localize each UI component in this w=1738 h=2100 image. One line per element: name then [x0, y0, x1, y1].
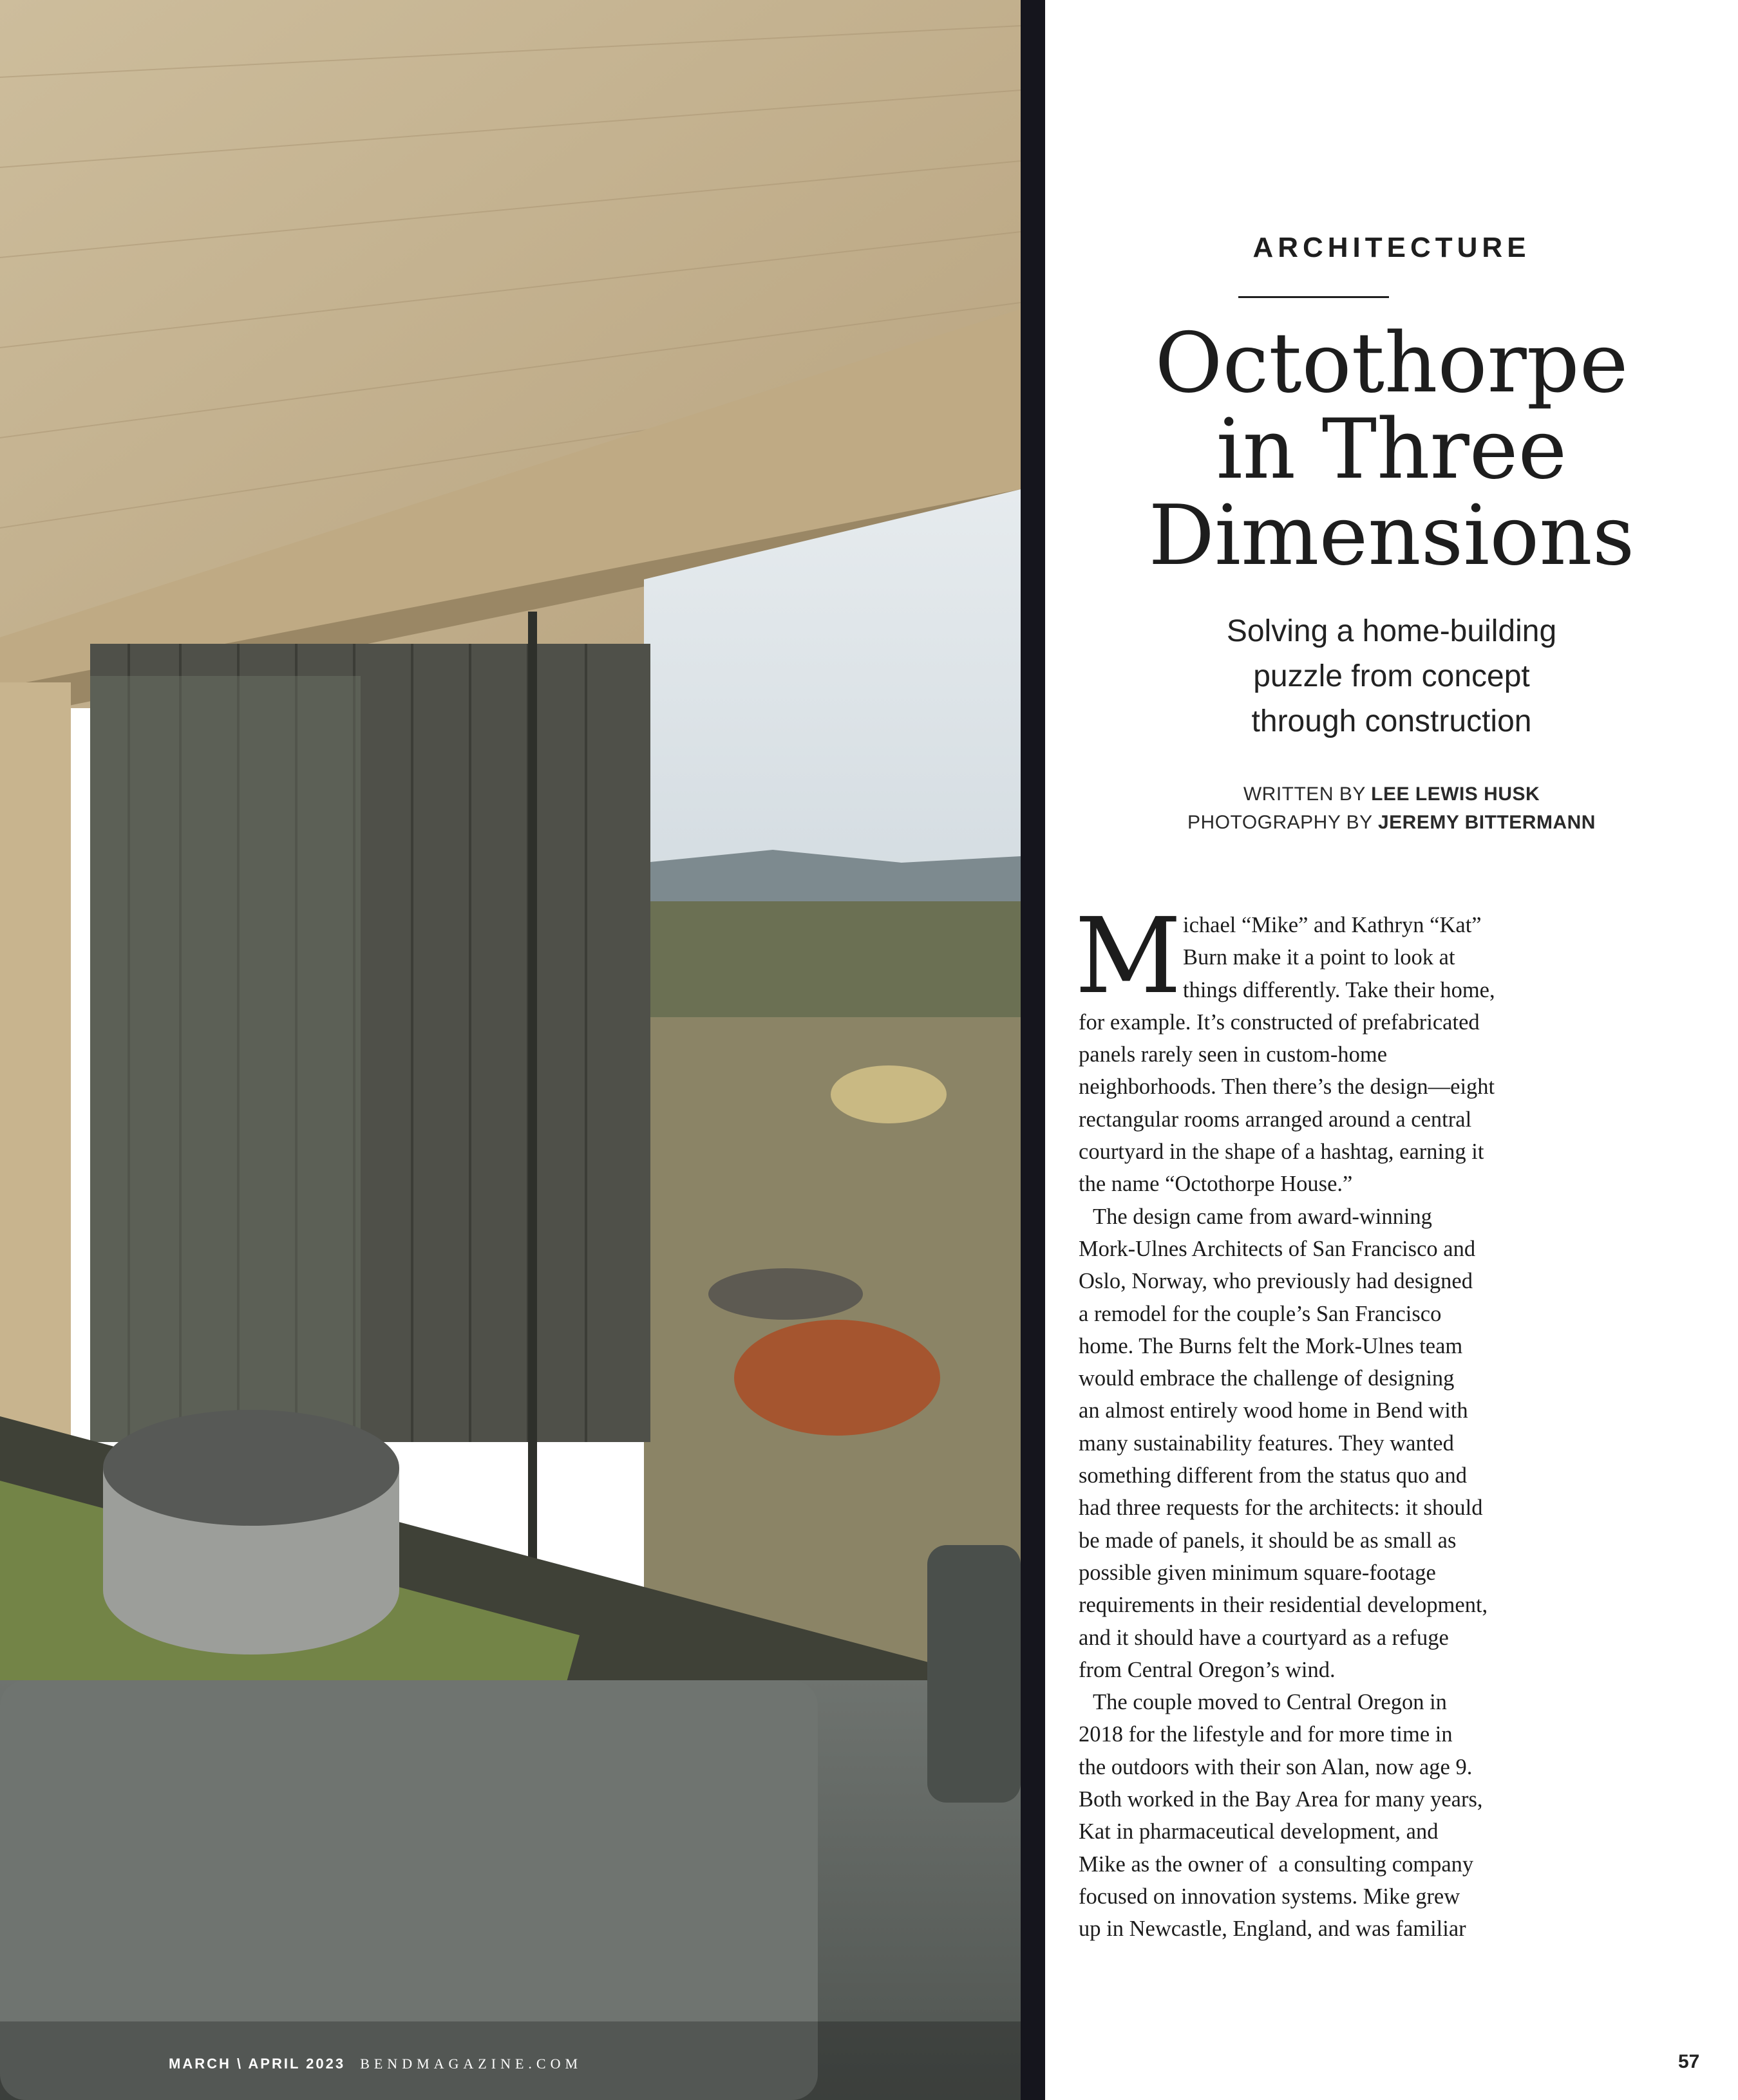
body-line: Mork-Ulnes Architects of San Francisco and [1079, 1236, 1476, 1261]
body-line: requirements in their residential development, [1079, 1593, 1488, 1618]
body-line: possible given minimum square-footage [1079, 1560, 1436, 1585]
photographer-label: PHOTOGRAPHY BY [1187, 812, 1373, 833]
body-line: Kat in pharmaceutical development, and [1079, 1819, 1439, 1844]
photographer-name: JEREMY BITTERMANN [1377, 812, 1596, 833]
page-divider [1021, 0, 1045, 2100]
body-line: focused on innovation systems. Mike grew [1079, 1884, 1460, 1909]
article-body [1075, 896, 1710, 1945]
photographer-credit [1045, 809, 1738, 837]
issue-date: MARCH \ APRIL 2023 [169, 2056, 346, 2072]
subtitle-line: Solving a home-building [1226, 614, 1557, 648]
writer-credit [1045, 780, 1738, 809]
page-number: 57 [1678, 2051, 1700, 2072]
body-line: Mike as the owner of a consulting company [1079, 1852, 1474, 1877]
title-line: Dimensions [1148, 488, 1635, 584]
article-column [1045, 0, 1738, 2100]
body-line: a remodel for the couple’s San Francisco [1079, 1301, 1442, 1326]
body-line: courtyard in the shape of a hashtag, earning it [1079, 1139, 1484, 1165]
body-line: many sustainability features. They wanted [1079, 1430, 1454, 1456]
writer-name: LEE LEWIS HUSK [1371, 783, 1540, 805]
title-line: Octothorpe [1155, 315, 1629, 411]
body-line: things differently. Take their home, [1183, 977, 1495, 1002]
body-line: neighborhoods. Then there’s the design—eight [1079, 1074, 1495, 1100]
byline [1045, 780, 1738, 837]
body-line: be made of panels, it should be as small as [1079, 1528, 1457, 1553]
body-line: had three requests for the architects: it should [1079, 1495, 1483, 1521]
body-line: Both worked in the Bay Area for many years, [1079, 1787, 1483, 1812]
body-line: The design came from award-winning [1093, 1204, 1432, 1229]
writer-label: WRITTEN BY [1243, 783, 1366, 805]
body-line: up in Newcastle, England, and was familiar [1079, 1917, 1466, 1942]
body-line: the name “Octothorpe House.” [1079, 1172, 1353, 1197]
body-line: for example. It’s constructed of prefabricated [1079, 1009, 1480, 1035]
body-line: would embrace the challenge of designing [1079, 1366, 1455, 1391]
body-line: Burn make it a point to look at [1183, 945, 1455, 970]
body-line: from Central Oregon’s wind. [1079, 1657, 1336, 1682]
body-line: 2018 for the lifestyle and for more time in [1079, 1722, 1453, 1747]
title-line: in Three [1216, 402, 1567, 498]
body-line: and it should have a courtyard as a refuge [1079, 1625, 1449, 1650]
body-line: panels rarely seen in custom-home [1079, 1042, 1388, 1067]
issue-footer [169, 2056, 582, 2072]
body-line: the outdoors with their son Alan, now age 9. [1079, 1754, 1473, 1779]
section-label: ARCHITECTURE [1252, 232, 1531, 263]
drop-cap: M [1075, 896, 1182, 1017]
article-subtitle [1045, 609, 1738, 744]
body-line: Oslo, Norway, who previously had designed [1079, 1269, 1473, 1294]
subtitle-line: puzzle from concept [1253, 659, 1530, 693]
subtitle-line: through construction [1251, 704, 1532, 738]
body-line: ichael “Mike” and Kathryn “Kat” [1183, 913, 1482, 937]
title-rule [1238, 296, 1389, 298]
body-line: The couple moved to Central Oregon in [1093, 1690, 1447, 1715]
body-line: something different from the status quo and [1079, 1463, 1467, 1488]
article-title [1045, 315, 1738, 584]
website-link[interactable]: BENDMAGAZINE.COM [360, 2056, 583, 2072]
body-line: home. The Burns felt the Mork-Ulnes team [1079, 1333, 1463, 1358]
body-line: rectangular rooms arranged around a central [1079, 1107, 1472, 1132]
body-line: an almost entirely wood home in Bend with [1079, 1398, 1468, 1423]
